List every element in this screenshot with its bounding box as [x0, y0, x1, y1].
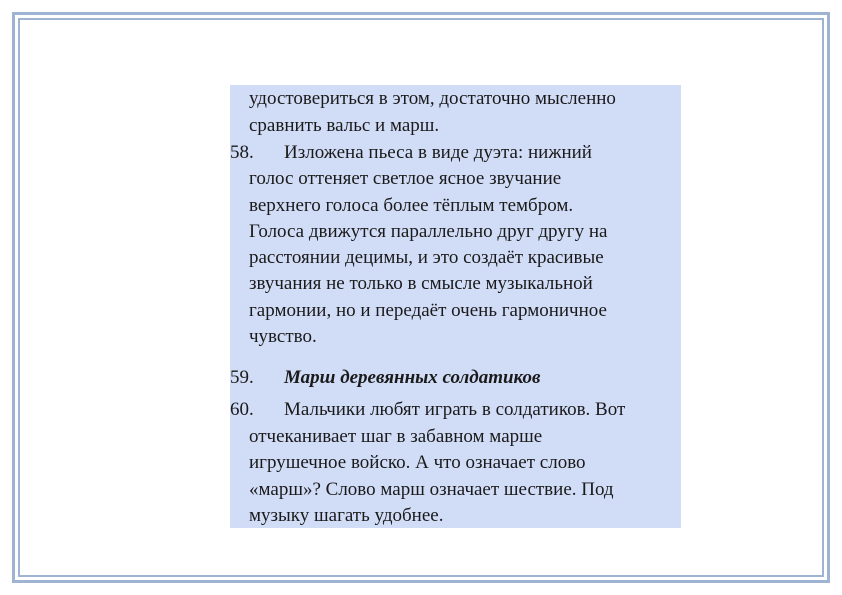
paragraph-58-line: Изложена пьеса в виде дуэта: нижний	[284, 142, 592, 163]
paragraph-58-line: верхнего голоса более тёплым тембром.	[249, 195, 574, 216]
paragraph-57-line: сравнить вальс и марш.	[249, 115, 440, 136]
paragraph-60-line: музыку шагать удобнее.	[249, 505, 444, 526]
paragraph-60-number: 60.	[230, 399, 254, 420]
paragraph-60-line: «марш»? Слово марш означает шествие. Под	[249, 479, 614, 500]
paragraph-58-line: звучания не только в смысле музыкальной	[249, 273, 593, 294]
paragraph-58-line: чувство.	[249, 326, 317, 347]
paragraph-60-line: Мальчики любят играть в солдатиков. Вот	[284, 399, 626, 420]
paragraph-58-line: гармонии, но и передаёт очень гармоничное	[249, 300, 607, 321]
paragraph-60-line: игрушечное войско. А что означает слово	[249, 452, 586, 473]
paragraph-59-number: 59.	[230, 367, 254, 388]
text-box	[230, 85, 681, 528]
paragraph-57-line: удостовериться в этом, достаточно мысленно	[249, 88, 616, 109]
paragraph-60-line: отчеканивает шаг в забавном марше	[249, 426, 543, 447]
paragraph-58-number: 58.	[230, 142, 254, 163]
paragraph-58-line: голос оттеняет светлое ясное звучание	[249, 168, 562, 189]
paragraph-59-title: Марш деревянных солдатиков	[284, 367, 541, 388]
paragraph-58-line: расстоянии децимы, и это создаёт красивые	[249, 247, 604, 268]
paragraph-58-line: Голоса движутся параллельно друг другу на	[249, 221, 608, 242]
